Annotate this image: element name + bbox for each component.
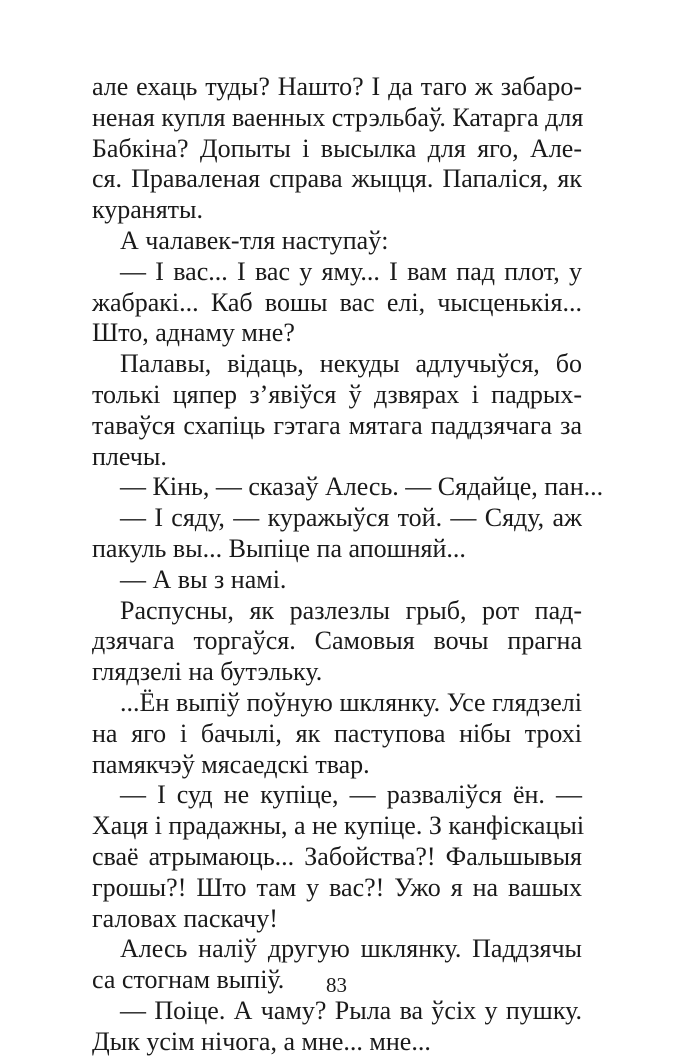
- text-line: — А вы з намі.: [120, 564, 287, 594]
- text-line: кураняты.: [92, 195, 204, 225]
- text-line: галовах паскачу!: [92, 903, 278, 933]
- text-line: Палавы, відаць, некуды адлучыўся, бо: [120, 349, 582, 379]
- body-text: [92, 72, 604, 1058]
- text-line: грошы?! Што там у вас?! Ужо я на вашых: [92, 872, 582, 902]
- text-line: — Кінь, — сказаў Алесь. — Сядайце, пан...: [120, 472, 604, 502]
- text-line: — І сяду, — куражыўся той. — Сяду, аж: [120, 503, 582, 533]
- text-line: таваўся схапіць гэтага мятага паддзячага за: [92, 410, 582, 440]
- text-line: Што, аднаму мне?: [92, 318, 295, 348]
- text-line: са стогнам выпіў.: [92, 965, 285, 995]
- text-line: ...Ён выпіў поўную шклянку. Усе глядзелі: [120, 687, 582, 717]
- text-line: Распусны, як разлезлы грыб, рот пад-: [120, 595, 582, 625]
- text-line: плечы.: [92, 441, 167, 471]
- page-number: 83: [326, 973, 347, 997]
- text-line: толькі цяпер з’явіўся ў дзвярах і падрых-: [92, 379, 582, 409]
- text-line: на яго і бачылі, як паступова нібы трохі: [92, 718, 582, 748]
- text-line: Алесь наліў другую шклянку. Паддзячы: [120, 934, 582, 964]
- text-line: А чалавек-тля наступаў:: [120, 225, 389, 255]
- text-line: Бабкіна? Допыты і высылка для яго, Але-: [92, 133, 582, 163]
- text-line: — І суд не купіце, — разваліўся ён. —: [120, 780, 582, 810]
- text-line: жабракі... Каб вошы вас елі, чысценькія...: [92, 287, 582, 317]
- text-line: неная купля ваенных стрэльбаў. Катарга для: [92, 102, 584, 132]
- text-line: Дык усім нічога, а мне... мне...: [92, 1026, 431, 1056]
- text-line: — І вас... І вас у яму... І вам пад плот, у: [120, 256, 582, 286]
- text-line: памякчэў мясаедскі твар.: [92, 749, 370, 779]
- text-line: глядзелі на бутэльку.: [92, 657, 323, 687]
- text-line: але ехаць туды? Нашто? І да таго ж забаро-: [92, 72, 582, 101]
- text-line: сваё атрымаюць... Забойства?! Фальшывыя: [92, 841, 582, 871]
- text-line: Хаця і прадажны, а не купіце. З канфіскацыі: [92, 811, 585, 841]
- text-line: — Поіце. А чаму? Рыла ва ўсіх у пушку.: [120, 995, 582, 1025]
- text-line: пакуль вы... Выпіце па апошняй...: [92, 533, 466, 563]
- text-line: дзячага торгаўся. Самовыя вочы прагна: [92, 626, 582, 656]
- text-line: ся. Праваленая справа жыцця. Папаліся, як: [92, 164, 582, 194]
